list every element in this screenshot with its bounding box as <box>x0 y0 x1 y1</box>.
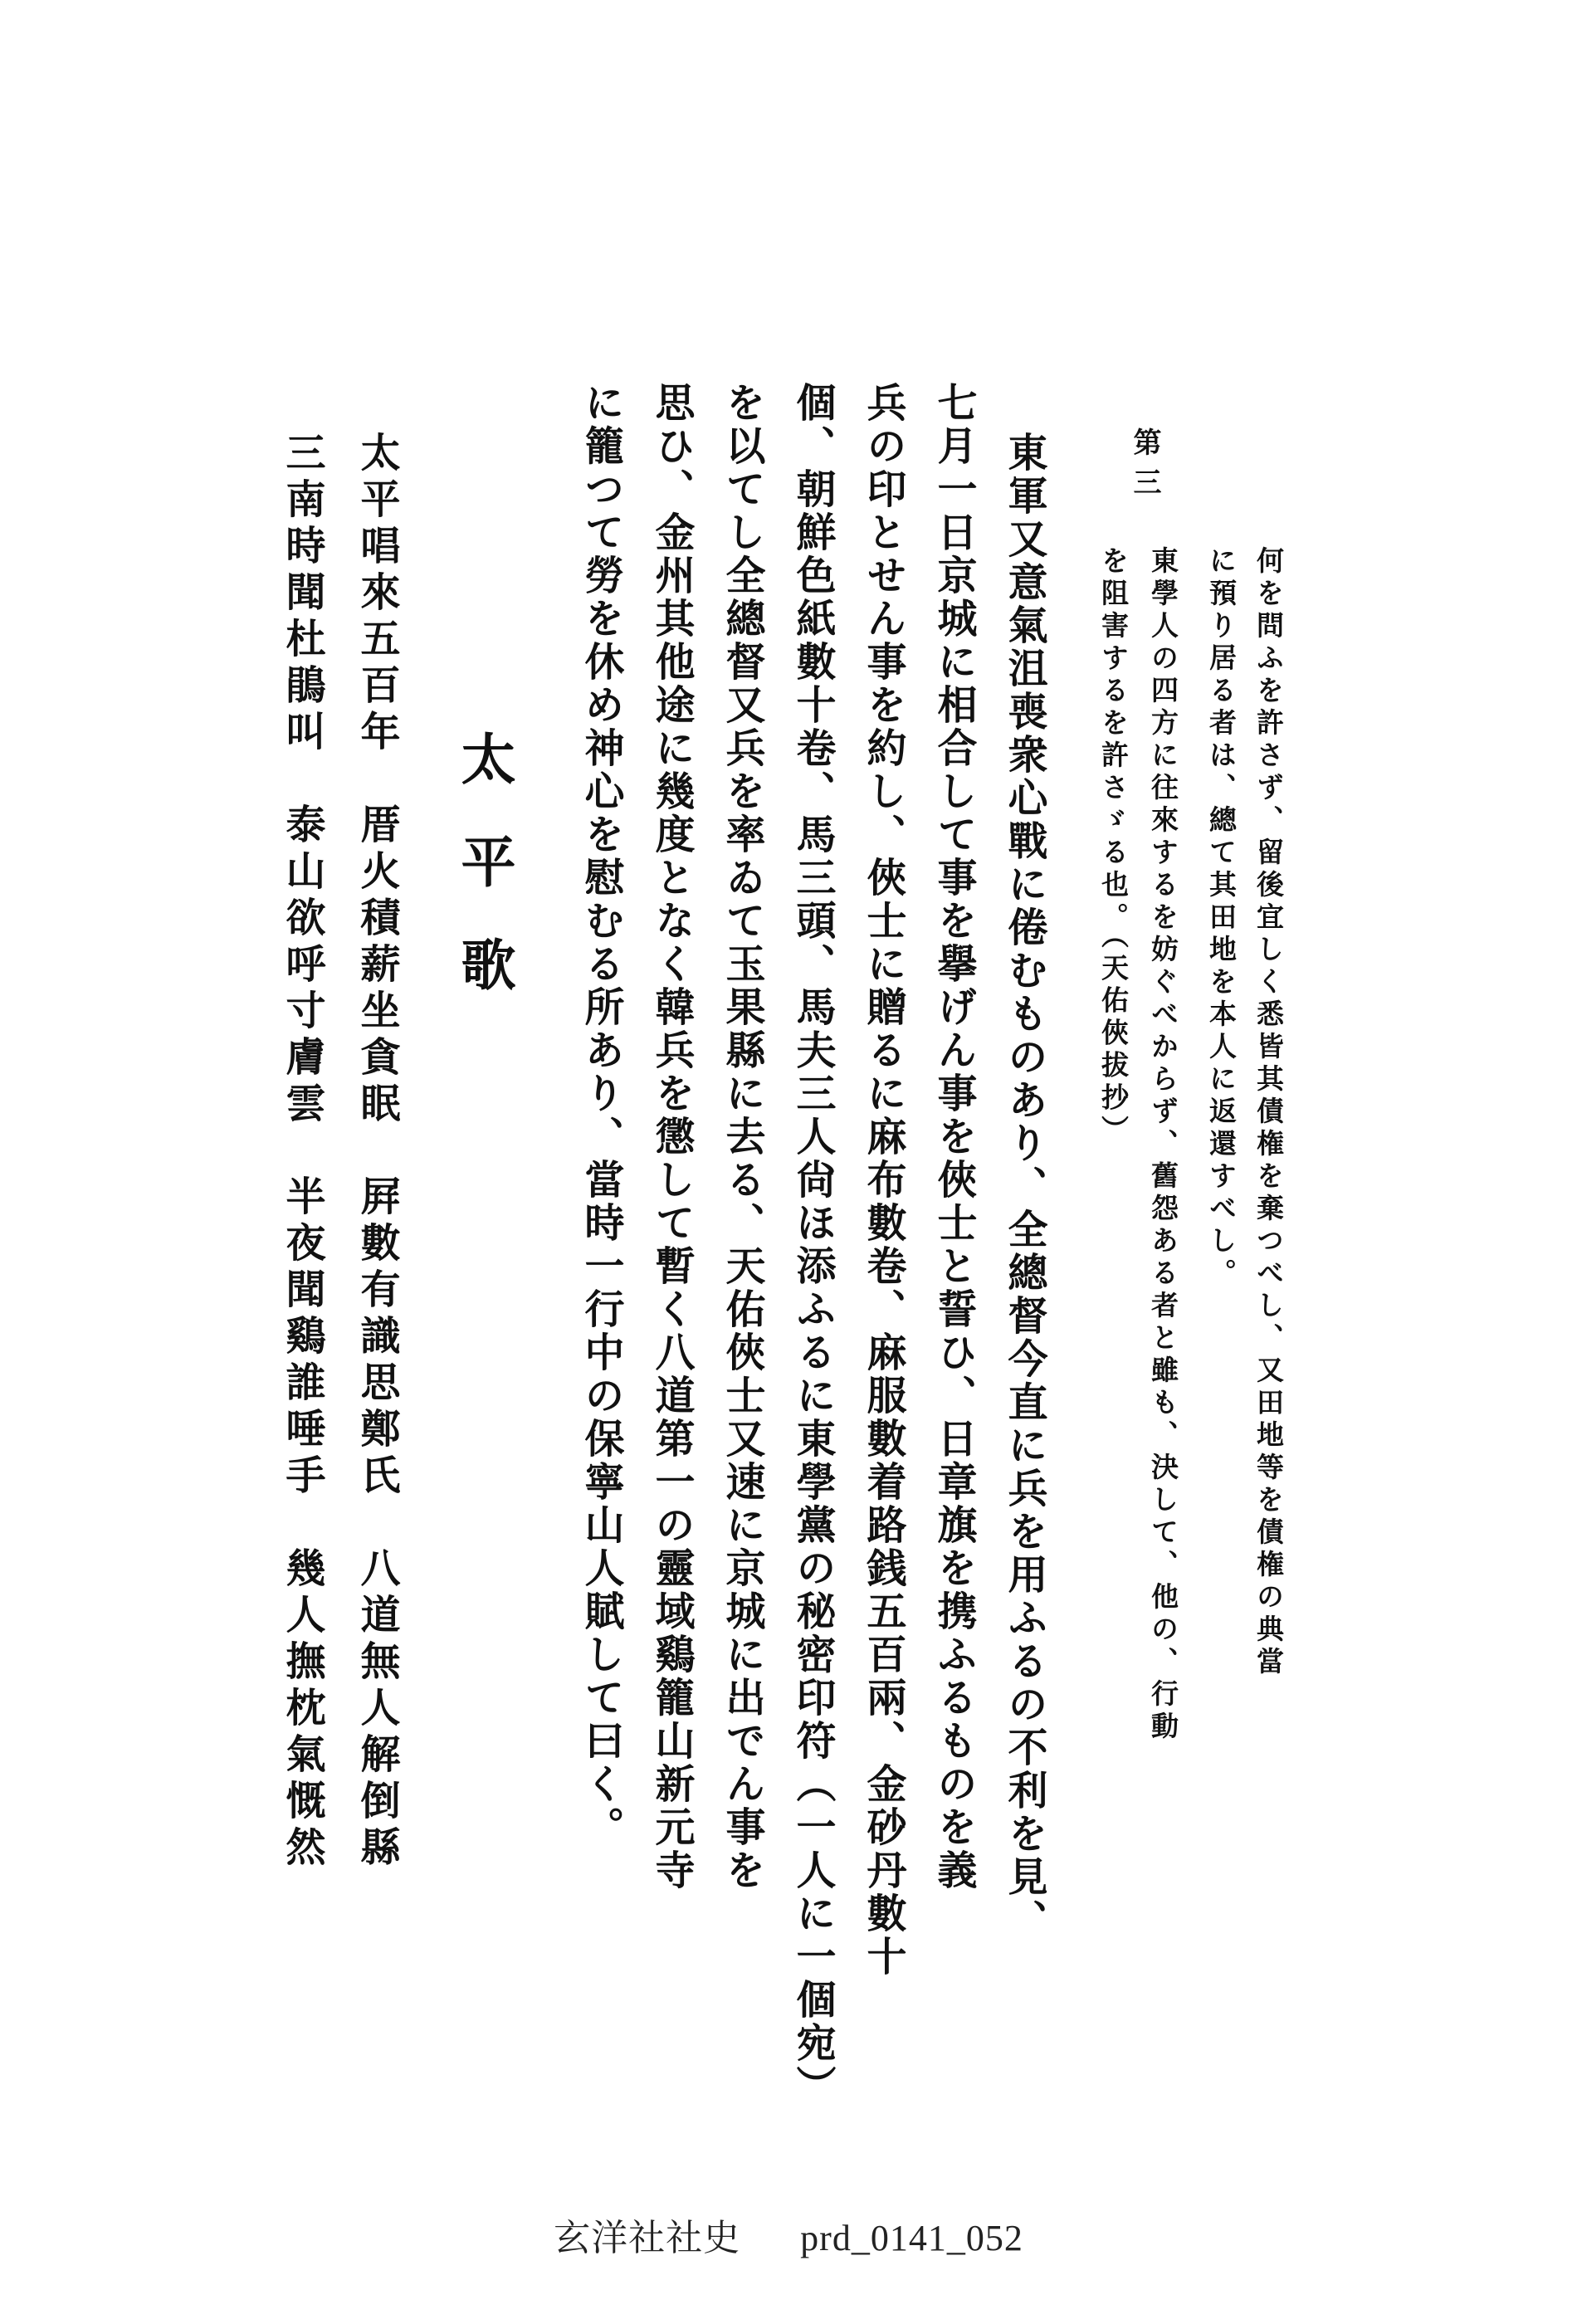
section-label: 第三 <box>1128 427 1161 507</box>
body-line-7: に籠つて勞を休め神心を慰むる所あり、當時一行中の保寧山人賦して曰く。 <box>578 382 624 1849</box>
note-line-3: 東學人の四方に往來するを妨ぐべからず、舊怨ある者と雖も、決して、他の、行動 <box>1147 546 1179 1744</box>
body-line-6: 思ひ、金州其他途に幾度となく韓兵を懲して暫く八道第一の靈域鷄籠山新元寺 <box>648 382 695 1892</box>
page-footer <box>0 2208 1577 2261</box>
note-line-4: を阻害するを許さゞる也。（天佑俠拔抄） <box>1097 546 1130 1148</box>
poem-line-1: 太平唱來五百年 厝火積薪坐貪眠 屛數有識思鄭氏 八道無人解倒縣 <box>354 432 400 1872</box>
publisher-label: 玄洋社社史 <box>554 2218 741 2258</box>
body-line-2: 七月一日京城に相合して事を擧げん事を俠士と誓ひ、日章旗を携ふるものを義 <box>930 382 977 1892</box>
body-line-3: 兵の印とせん事を約し、俠士に贈るに麻布數卷、麻服數着路銭五百兩、金砂丹數十 <box>860 382 906 1979</box>
body-line-1: 東軍又意氣沮喪衆心戰に倦むものあり、全總督今直に兵を用ふるの不利を見、 <box>1001 432 1047 1942</box>
document-id: prd_0141_052 <box>800 2218 1023 2258</box>
note-line-2: に預り居る者は、總て其田地を本人に返還すべし。 <box>1205 546 1238 1291</box>
note-line-1: 何を問ふを許さず、留後宜しく悉皆其債権を棄つべし、又田地等を債権の典當 <box>1252 546 1285 1679</box>
body-line-5: を以てし全總督又兵を率ゐて玉果縣に去る、天佑俠士又速に京城に出でん事を <box>719 382 765 1892</box>
poem-title: 太平歌 <box>452 730 516 1039</box>
body-line-4: 個、朝鮮色紙數十卷、馬三頭、馬夫三人尙ほ添ふるに東學黨の秘密印符（一人に一個宛） <box>789 382 836 2108</box>
poem-line-2: 三南時聞杜鵑叫 泰山欲呼寸膚雲 半夜聞鷄誰唾手 幾人撫枕氣慨然 <box>279 432 325 1872</box>
